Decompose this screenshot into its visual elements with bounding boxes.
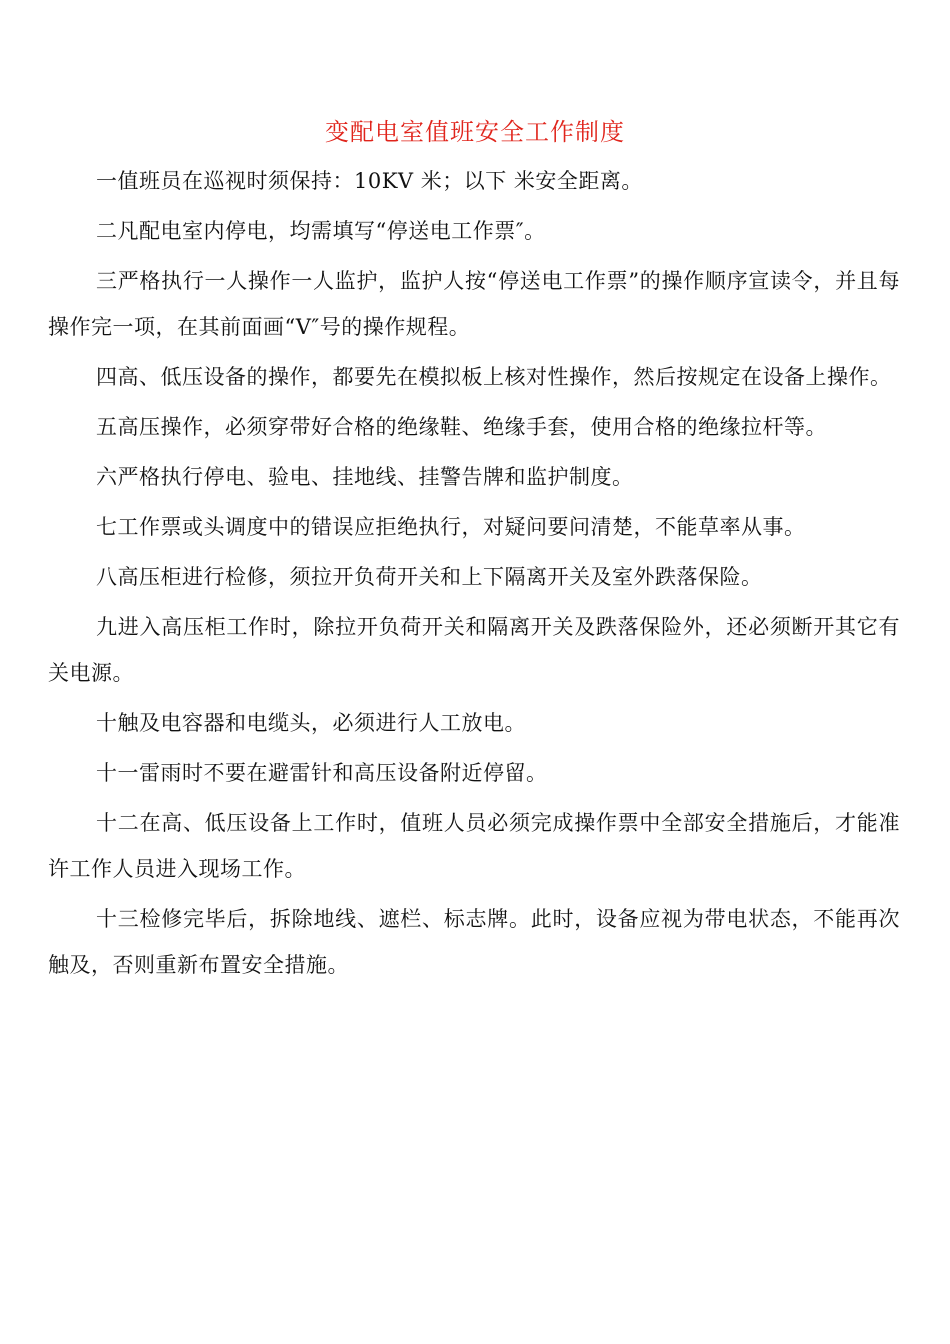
paragraph-6: 六严格执行停电、验电、挂地线、挂警告牌和监护制度。: [96, 465, 634, 489]
paragraph-11: 十一雷雨时不要在避雷针和高压设备附近停留。: [96, 761, 548, 785]
paragraph-3: 三严格执行一人操作一人监护，监护人按“停送电工作票”的操作顺序宣读令，并且每操作完一项，在其前面画“V″号的操作规程。: [48, 269, 900, 339]
paragraph-1: 一值班员在巡视时须保持：10KV 米；以下 米安全距离。: [96, 169, 643, 193]
paragraph-13: 十三检修完毕后，拆除地线、遮栏、标志牌。此时，设备应视为带电状态，不能再次触及，否则重新布置安全措施。: [48, 907, 900, 977]
document-title: 变配电室值班安全工作制度: [325, 118, 625, 146]
paragraph-4: 四高、低压设备的操作，都要先在模拟板上核对性操作，然后按规定在设备上操作。: [96, 365, 892, 389]
paragraph-7: 七工作票或头调度中的错误应拒绝执行，对疑问要问清楚，不能草率从事。: [96, 515, 806, 539]
paragraph-10: 十触及电容器和电缆头，必须进行人工放电。: [96, 711, 526, 735]
paragraph-5: 五高压操作，必须穿带好合格的绝缘鞋、绝缘手套，使用合格的绝缘拉杆等。: [96, 415, 827, 439]
paragraph-8: 八高压柜进行检修，须拉开负荷开关和上下隔离开关及室外跌落保险。: [96, 565, 763, 589]
paragraph-2: 二凡配电室内停电，均需填写“停送电工作票″。: [96, 219, 546, 243]
paragraph-12: 十二在高、低压设备上工作时，值班人员必须完成操作票中全部安全措施后，才能准许工作人员进入现场工作。: [48, 811, 900, 881]
document-body: [48, 158, 900, 992]
paragraph-9: 九进入高压柜工作时，除拉开负荷开关和隔离开关及跌落保险外，还必须断开其它有关电源。: [48, 615, 900, 685]
